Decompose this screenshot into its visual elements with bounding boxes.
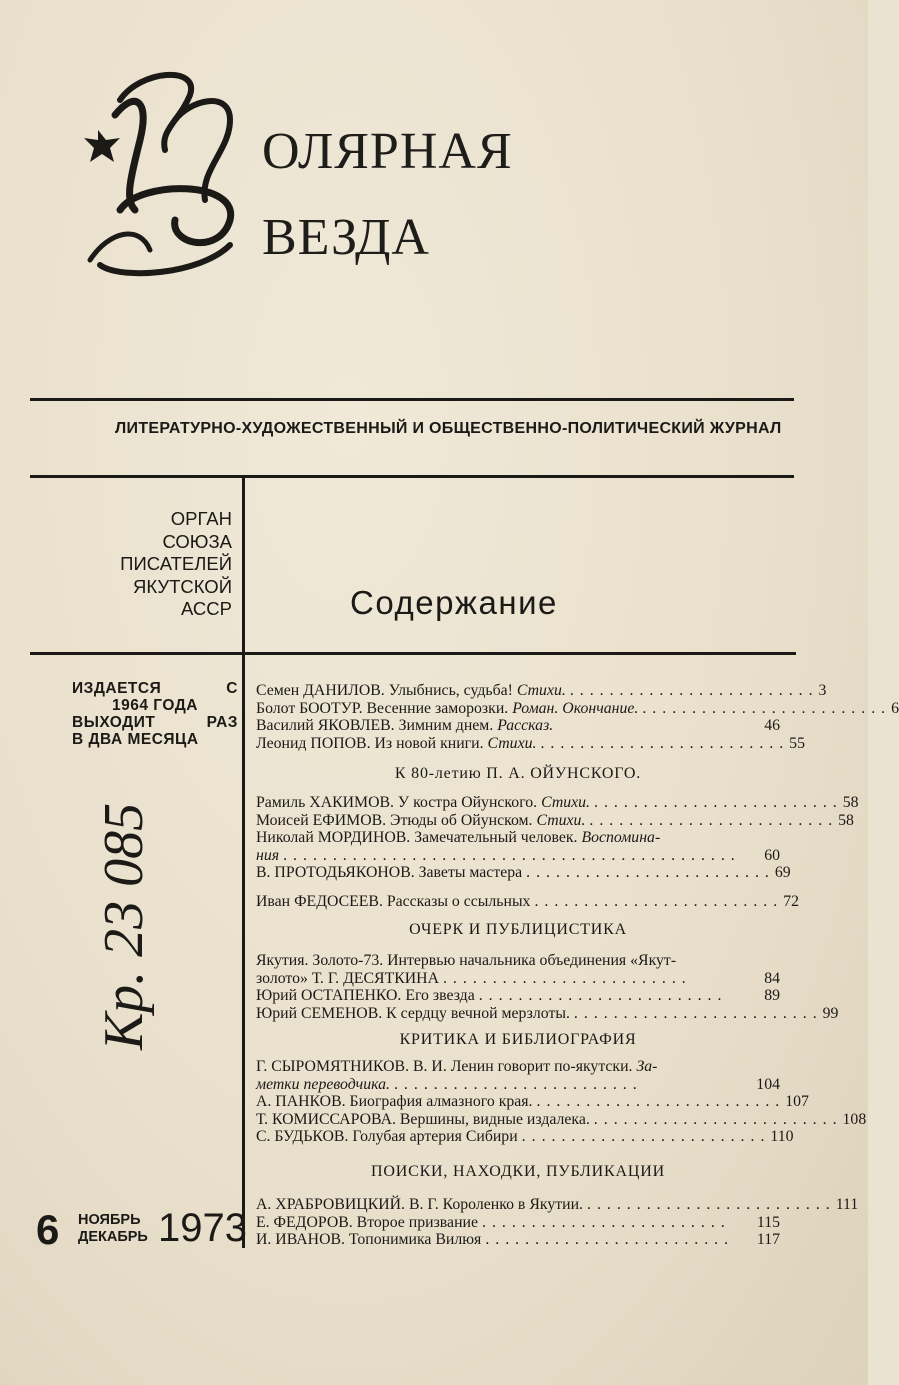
divider-contents	[30, 652, 796, 655]
handwritten-note-text: Кр. 23 085	[93, 802, 155, 1050]
organ-line: ПИСАТЕЛЕЙ	[120, 553, 232, 575]
toc-group-6	[256, 1196, 859, 1249]
issue-number: 6	[36, 1206, 60, 1253]
organ-line: АССР	[181, 598, 232, 620]
issue-month: ДЕКАБРЬ	[78, 1229, 148, 1245]
toc-section-heading: КРИТИКА И БИБЛИОГРАФИЯ	[399, 1031, 637, 1048]
issue-year: 1973	[158, 1206, 247, 1250]
toc-section-heading: ПОИСКИ, НАХОДКИ, ПУБЛИКАЦИИ	[371, 1163, 665, 1180]
toc-entry: Юрий СЕМЕНОВ. К сердцу вечной мерзлоты. ......................... 99	[256, 1004, 839, 1022]
toc-entry: Е. ФЕДОРОВ. Второе призвание ......................... 115	[256, 1213, 780, 1231]
toc-group-3	[256, 893, 799, 911]
toc-entry: Семен ДАНИЛОВ. Улыбнись, судьба! Стихи. ......................... 3	[256, 682, 827, 699]
toc-group-2	[256, 794, 859, 882]
toc-section-heading: ОЧЕРК И ПУБЛИЦИСТИКА	[409, 921, 627, 938]
organ-line: СОЮЗА	[162, 530, 232, 552]
toc-group-1	[256, 682, 899, 752]
toc-entry: Т. КОМИССАРОВА. Вершины, видные издалека. ......................... 108	[256, 1110, 867, 1128]
toc-entry: Юрий ОСТАПЕНКО. Его звезда ......................... 89	[256, 987, 780, 1005]
toc-entry: А. ПАНКОВ. Биография алмазного края. ......................... 107	[256, 1093, 809, 1111]
pub-text: РАЗ	[206, 714, 238, 731]
toc-entry-continued: метки переводчика. ......................... 104	[256, 1075, 780, 1093]
pub-text: ИЗДАЕТСЯ	[72, 680, 162, 697]
toc-entry: С. БУДЬКОВ. Голубая артерия Сибири ......................... 110	[256, 1128, 794, 1146]
masthead-title-line1: ОЛЯРНАЯ	[262, 123, 513, 180]
toc-entry-continued: золото» Т. Г. ДЕСЯТКИНА ......................... 84	[256, 969, 780, 987]
pub-text: С	[226, 680, 238, 697]
publication-info	[72, 680, 238, 748]
toc-entry: Болот БООТУР. Весенние заморозки. Роман. Окончание. ......................... 6	[256, 699, 899, 717]
pub-text: 1964 ГОДА	[112, 697, 198, 714]
toc-entry: Рамиль ХАКИМОВ. У костра Ойунского. Стихи. ......................... 58	[256, 794, 859, 811]
issue-months	[78, 1212, 148, 1246]
toc-entry: Моисей ЕФИМОВ. Этюды об Ойунском. Стихи. ......................... 58	[256, 811, 854, 829]
journal-subtitle: ЛИТЕРАТУРНО-ХУДОЖЕСТВЕННЫЙ И ОБЩЕСТВЕННО-ПОЛИТИЧЕСКИЙ ЖУРНАЛ	[115, 420, 782, 437]
toc-entry: Г. СЫРОМЯТНИКОВ. В. И. Ленин говорит по-якутски. За-	[256, 1058, 658, 1075]
toc-entry: В. ПРОТОДЬЯКОНОВ. Заветы мастера ......................... 69	[256, 864, 791, 882]
toc-entry: И. ИВАНОВ. Топонимика Вилюя ......................... 117	[256, 1231, 780, 1249]
toc-entry: А. ХРАБРОВИЦКИЙ. В. Г. Короленко в Якутии. ......................... 111	[256, 1196, 859, 1213]
pub-text: В ДВА МЕСЯЦА	[72, 731, 199, 748]
toc-entry: Якутия. Золото-73. Интервью начальника объединения «Якут-	[256, 952, 677, 969]
masthead-title-line2: ВЕЗДА	[262, 209, 430, 266]
column-divider	[242, 478, 245, 1248]
toc-section-heading: К 80-летию П. А. ОЙУНСКОГО.	[394, 765, 642, 782]
organ-line: ОРГАН	[170, 508, 232, 529]
toc-entry: Леонид ПОПОВ. Из новой книги. Стихи. ......................... 55	[256, 734, 805, 752]
journal-logo	[80, 60, 260, 280]
toc-entry-continued: ния .............................................. 60	[256, 846, 780, 864]
issue-month: НОЯБРЬ	[78, 1212, 141, 1228]
toc-entry: Василий ЯКОВЛЕВ. Зимним днем. Рассказ. 46	[256, 717, 780, 735]
divider-top	[30, 398, 794, 401]
contents-heading: Содержание	[350, 584, 558, 621]
toc-entry: Николай МОРДИНОВ. Замечательный человек. Воспомина-	[256, 829, 661, 847]
organ-line: ЯКУТСКОЙ	[132, 575, 232, 597]
organ-block	[60, 508, 232, 621]
toc-group-5	[256, 1058, 867, 1146]
toc-entry: Иван ФЕДОСЕЕВ. Рассказы о ссыльных ......................... 72	[256, 893, 799, 910]
divider-subtitle	[30, 475, 794, 478]
handwritten-note	[30, 800, 155, 1060]
pub-text: ВЫХОДИТ	[72, 714, 156, 731]
toc-group-4	[256, 952, 839, 1022]
